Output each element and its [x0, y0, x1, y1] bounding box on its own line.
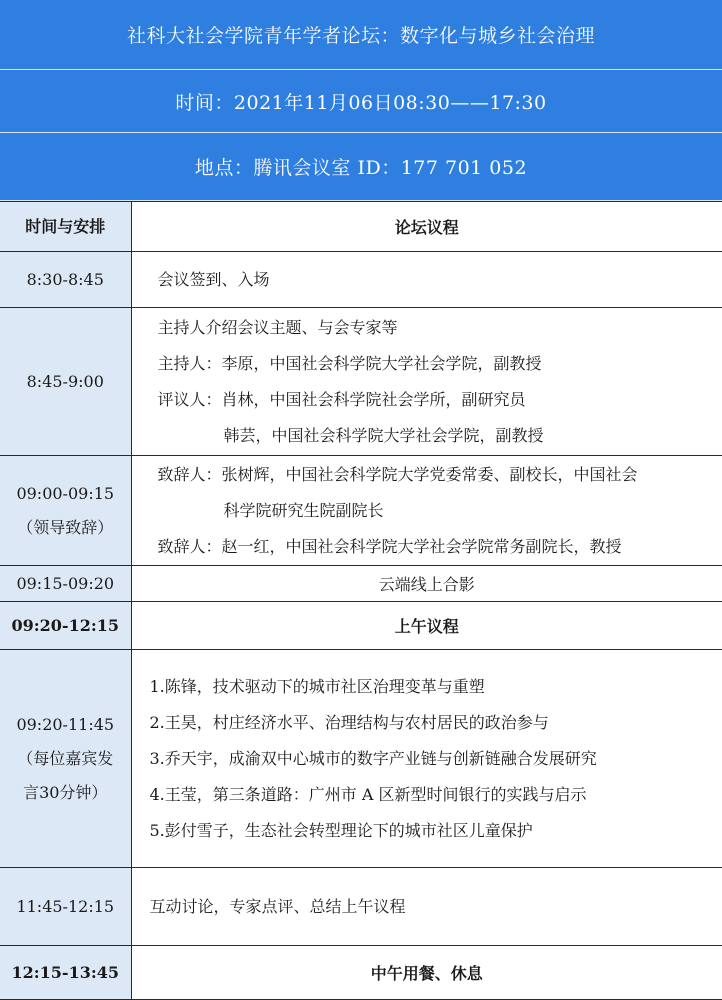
- agenda-line: 互动讨论，专家点评、总结上午议程: [149, 896, 406, 916]
- session-title: 中午用餐、休息: [131, 946, 722, 1000]
- row-time: 8:30-8:45: [0, 252, 131, 308]
- table-row: [0, 946, 722, 1000]
- row-content: [131, 308, 722, 456]
- forum-title: 社科大社会学院青年学者论坛：数字化与城乡社会治理: [0, 0, 722, 70]
- talk-item: 3.乔天宇，成渝双中心城市的数字产业链与创新链融合发展研究: [149, 748, 597, 768]
- talk-item: 4.王莹，第三条道路：广州市 A 区新型时间银行的实践与启示: [149, 784, 587, 804]
- row-content: [131, 650, 722, 868]
- table-row: [0, 650, 722, 868]
- row-content: [131, 868, 722, 946]
- row-time-note-2: 言30分钟）: [23, 782, 108, 802]
- speech-line-2: 致辞人：赵一红，中国社会科学院大学社会学院常务副院长，教授: [157, 536, 622, 556]
- table-row: [0, 868, 722, 946]
- row-time: 09:15-09:20: [0, 566, 131, 602]
- talk-item: 5.彭付雪子，生态社会转型理论下的城市社区儿童保护: [149, 820, 533, 840]
- table-row: [0, 252, 722, 308]
- forum-place: 地点：腾讯会议室 ID：177 701 052: [0, 133, 722, 201]
- table-row: [0, 456, 722, 566]
- row-time-note: （每位嘉宾发: [17, 748, 114, 768]
- row-time: 12:15-13:45: [0, 946, 131, 1000]
- table-row: [0, 308, 722, 456]
- row-time: [0, 650, 131, 868]
- reviewer-line-2: 韩芸，中国社会科学院大学社会学院，副教授: [223, 425, 544, 445]
- row-time: [0, 456, 131, 566]
- agenda-line: 主持人介绍会议主题、与会专家等: [157, 317, 398, 337]
- row-content: 云端线上合影: [131, 566, 722, 602]
- row-time-note: （领导致辞）: [17, 517, 114, 537]
- row-content: [131, 252, 722, 308]
- col-header-agenda: 论坛议程: [131, 202, 722, 252]
- col-header-time: 时间与安排: [0, 202, 131, 252]
- speech-line-cont: 科学院研究生院副院长: [223, 500, 384, 520]
- table-row: [0, 602, 722, 650]
- speech-line: 致辞人：张树辉，中国社会科学院大学党委常委、副校长，中国社会: [157, 464, 638, 484]
- talk-item: 1.陈锋，技术驱动下的城市社区治理变革与重塑: [149, 676, 485, 696]
- row-time: 8:45-9:00: [0, 308, 131, 456]
- talk-item: 2.王昊，村庄经济水平、治理结构与农村居民的政治参与: [149, 712, 549, 732]
- row-time-value: 09:20-11:45: [16, 714, 115, 734]
- table-row: [0, 566, 722, 602]
- forum-time: 时间：2021年11月06日08:30——17:30: [0, 70, 722, 133]
- agenda-table: [0, 201, 722, 1000]
- row-content: [131, 456, 722, 566]
- row-time-value: 09:00-09:15: [16, 483, 115, 503]
- host-line: 主持人：李原，中国社会科学院大学社会学院，副教授: [157, 353, 542, 373]
- agenda-line: 会议签到、入场: [157, 269, 270, 289]
- table-header-row: [0, 202, 722, 252]
- row-time: 11:45-12:15: [0, 868, 131, 946]
- row-time: 09:20-12:15: [0, 602, 131, 650]
- reviewer-line: 评议人：肖林，中国社会科学院社会学所，副研究员: [157, 389, 526, 409]
- session-title: 上午议程: [131, 602, 722, 650]
